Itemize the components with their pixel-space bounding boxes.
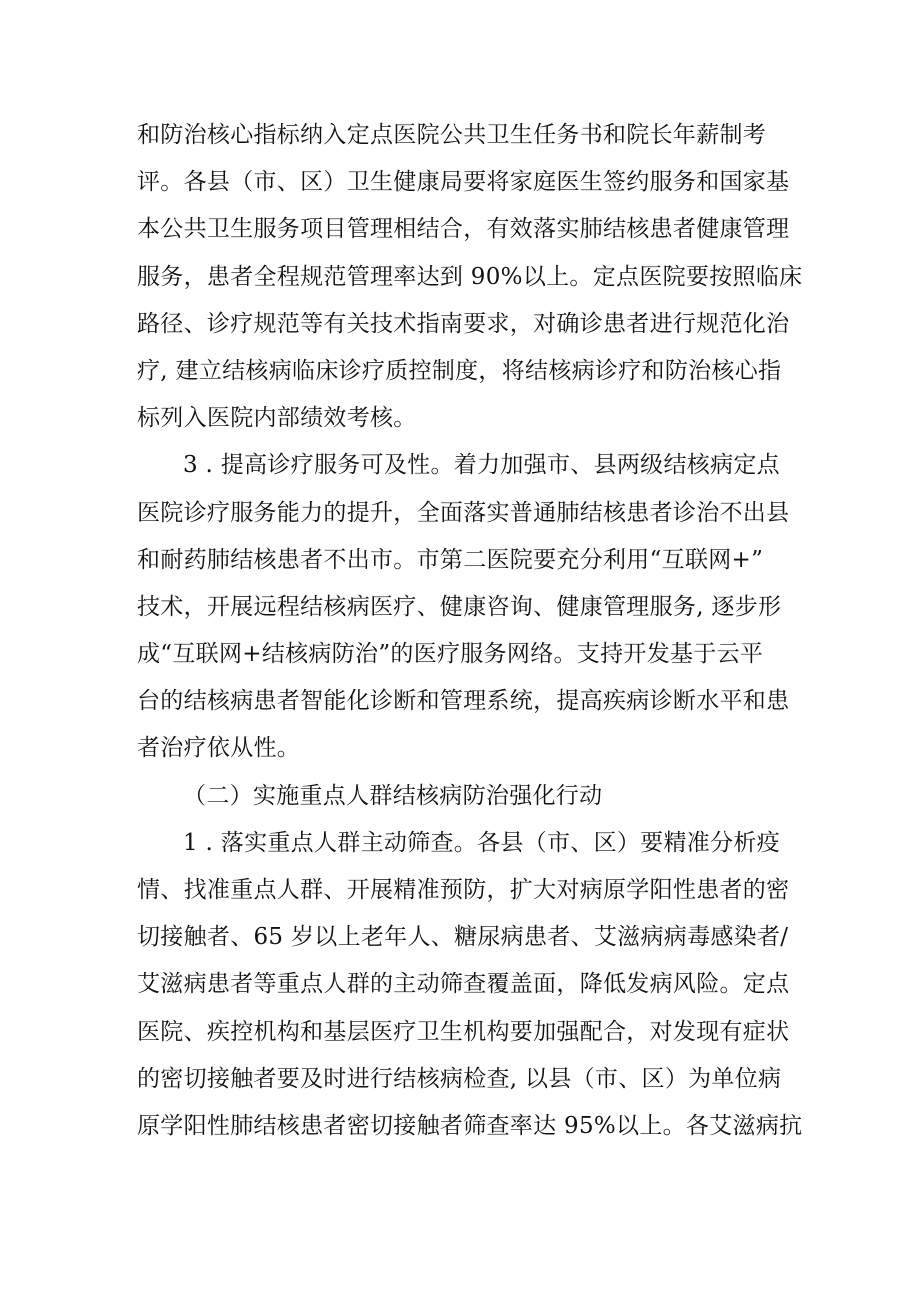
paragraph-line: 艾滋病患者等重点人群的主动筛查覆盖面，降低发病风险。定点 (137, 971, 790, 998)
paragraph-line: 医院、疾控机构和基层医疗卫生机构要加强配合，对发现有症状 (137, 1018, 790, 1045)
paragraph-line: 路径、诊疗规范等有关技术指南要求，对确诊患者进行规范化治 (137, 310, 790, 337)
paragraph-line: 成“互联网+结核病防治”的医疗服务网络。支持开发基于云平 (137, 641, 764, 668)
paragraph-line: 本公共卫生服务项目管理相结合，有效落实肺结核患者健康管理 (137, 216, 790, 243)
paragraph-line: 切接触者、65 岁以上老年人、糖尿病患者、艾滋病病毒感染者/ (137, 924, 789, 951)
paragraph-line: 情、找准重点人群、开展精准预防，扩大对病原学阳性患者的密 (137, 877, 790, 903)
paragraph-line-indented: 3 . 提高诊疗服务可及性。着力加强市、县两级结核病定点 (183, 452, 780, 479)
paragraph-line: 评。各县（市、区）卫生健康局要将家庭医生签约服务和国家基 (137, 169, 790, 196)
paragraph-line: 和耐药肺结核患者不出市。市第二医院要充分利用“互联网+” (137, 546, 764, 573)
paragraph-line: 者治疗依从性。 (137, 735, 301, 762)
document-body (137, 112, 803, 1150)
paragraph-line: 原学阳性肺结核患者密切接触者筛查率达 95%以上。各艾滋病抗 (137, 1112, 803, 1139)
section-heading: （二）实施重点人群结核病防治强化行动 (183, 782, 603, 809)
paragraph-line: 疗, 建立结核病临床诊疗质控制度，将结核病诊疗和防治核心指 (137, 357, 782, 384)
paragraph-line: 台的结核病患者智能化诊断和管理系统，提高疾病诊断水平和患 (137, 688, 790, 715)
paragraph-line: 的密切接触者要及时进行结核病检查, 以县（市、区）为单位病 (137, 1065, 782, 1092)
paragraph-line: 标列入医院内部绩效考核。 (137, 405, 417, 432)
paragraph-line: 和防治核心指标纳入定点医院公共卫生任务书和院长年薪制考 (137, 122, 767, 148)
paragraph-line: 医院诊疗服务能力的提升，全面落实普通肺结核患者诊治不出县 (137, 499, 790, 526)
paragraph-line: 技术，开展远程结核病医疗、健康咨询、健康管理服务, 逐步形 (137, 593, 782, 620)
paragraph-line: 服务，患者全程规范管理率达到 90%以上。定点医院要按照临床 (137, 263, 803, 290)
paragraph-line-indented: 1 . 落实重点人群主动筛查。各县（市、区）要精准分析疫 (183, 829, 780, 856)
